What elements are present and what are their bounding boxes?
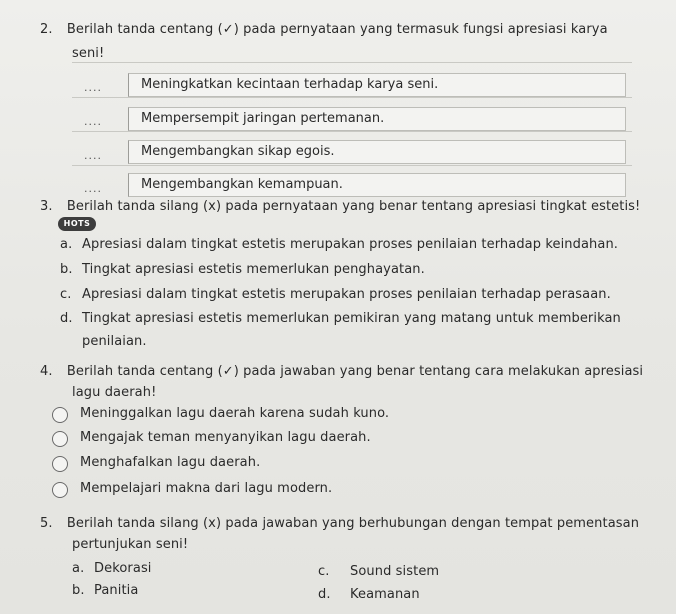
divider xyxy=(72,97,632,98)
option-letter: c. xyxy=(318,564,330,579)
option-letter: d. xyxy=(60,311,73,326)
q2-option-box[interactable] xyxy=(128,140,626,164)
q2-option-text: Mengembangkan sikap egois. xyxy=(141,144,335,159)
q4-line1 xyxy=(40,364,643,379)
option-letter: b. xyxy=(72,583,85,598)
q4-radio[interactable] xyxy=(52,456,68,472)
q2-option-box[interactable] xyxy=(128,73,626,97)
q5-number: 5. xyxy=(40,516,53,531)
q4-radio[interactable] xyxy=(52,431,68,447)
q2-answer-blank[interactable]: .... xyxy=(84,149,102,162)
q5-option-d[interactable] xyxy=(318,587,420,602)
option-letter: b. xyxy=(60,262,73,277)
q5-prompt-line2: pertunjukan seni! xyxy=(72,537,189,552)
q3-option-a[interactable] xyxy=(60,237,618,252)
q4-option: Mengajak teman menyanyikan lagu daerah. xyxy=(80,430,371,445)
q2-answer-blank[interactable]: .... xyxy=(84,182,102,195)
option-text: Apresiasi dalam tingkat estetis merupakan proses penilaian terhadap keindahan. xyxy=(82,237,619,252)
q2-answer-blank[interactable]: .... xyxy=(84,115,102,128)
hots-badge: HOTS xyxy=(58,217,96,231)
q2-line1 xyxy=(40,22,608,37)
divider xyxy=(72,62,632,63)
q5-prompt: Berilah tanda silang (x) pada jawaban yang berhubungan dengan tempat pementasan xyxy=(66,516,640,531)
q3-number: 3. xyxy=(40,199,53,214)
q3-option-c[interactable] xyxy=(60,287,611,302)
option-text: Apresiasi dalam tingkat estetis merupakan proses penilaian terhadap perasaan. xyxy=(82,287,611,302)
q4-radio[interactable] xyxy=(52,407,68,423)
divider xyxy=(72,131,632,132)
option-text: Dekorasi xyxy=(94,561,152,576)
q5-option-a[interactable] xyxy=(72,561,152,576)
q3-prompt: Berilah tanda silang (x) pada pernyataan yang benar tentang apresiasi tingkat estetis! xyxy=(66,199,641,214)
option-text: Tingkat apresiasi estetis memerlukan penghayatan. xyxy=(82,262,425,277)
q4-number: 4. xyxy=(40,364,53,379)
q4-prompt: Berilah tanda centang (✓) pada jawaban yang benar tentang cara melakukan apresiasi xyxy=(66,364,644,379)
q4-prompt-line2: lagu daerah! xyxy=(72,385,157,400)
option-letter: c. xyxy=(60,287,72,302)
q4-option: Menghafalkan lagu daerah. xyxy=(80,455,261,470)
q2-answer-blank[interactable]: .... xyxy=(84,81,102,94)
q2-prompt: Berilah tanda centang (✓) pada pernyataan yang termasuk fungsi apresiasi karya xyxy=(66,22,608,37)
q3-line1 xyxy=(40,199,640,214)
q5-option-c[interactable] xyxy=(318,564,439,579)
q5-option-b[interactable] xyxy=(72,583,138,598)
q3-option-d[interactable] xyxy=(60,311,621,326)
q2-option-box[interactable] xyxy=(128,107,626,131)
option-text: Sound sistem xyxy=(350,564,440,579)
divider xyxy=(72,165,632,166)
q2-number: 2. xyxy=(40,22,53,37)
option-letter: a. xyxy=(60,237,73,252)
q3-option-d-cont: penilaian. xyxy=(82,334,147,349)
q4-option: Mempelajari makna dari lagu modern. xyxy=(80,481,333,496)
option-letter: a. xyxy=(72,561,85,576)
q4-option: Meninggalkan lagu daerah karena sudah kuno. xyxy=(80,406,390,421)
q5-line1 xyxy=(40,516,639,531)
q2-option-text: Mempersempit jaringan pertemanan. xyxy=(141,111,385,126)
q2-option-text: Mengembangkan kemampuan. xyxy=(141,177,343,192)
option-letter: d. xyxy=(318,587,331,602)
q2-option-box[interactable] xyxy=(128,173,626,197)
option-text: Tingkat apresiasi estetis memerlukan pemikiran yang matang untuk memberikan xyxy=(82,311,621,326)
option-text: Keamanan xyxy=(350,587,420,602)
q2-option-text: Meningkatkan kecintaan terhadap karya seni. xyxy=(141,77,439,92)
q4-radio[interactable] xyxy=(52,482,68,498)
option-text: Panitia xyxy=(94,583,139,598)
q3-option-b[interactable] xyxy=(60,262,425,277)
q2-prompt-line2: seni! xyxy=(72,46,105,61)
